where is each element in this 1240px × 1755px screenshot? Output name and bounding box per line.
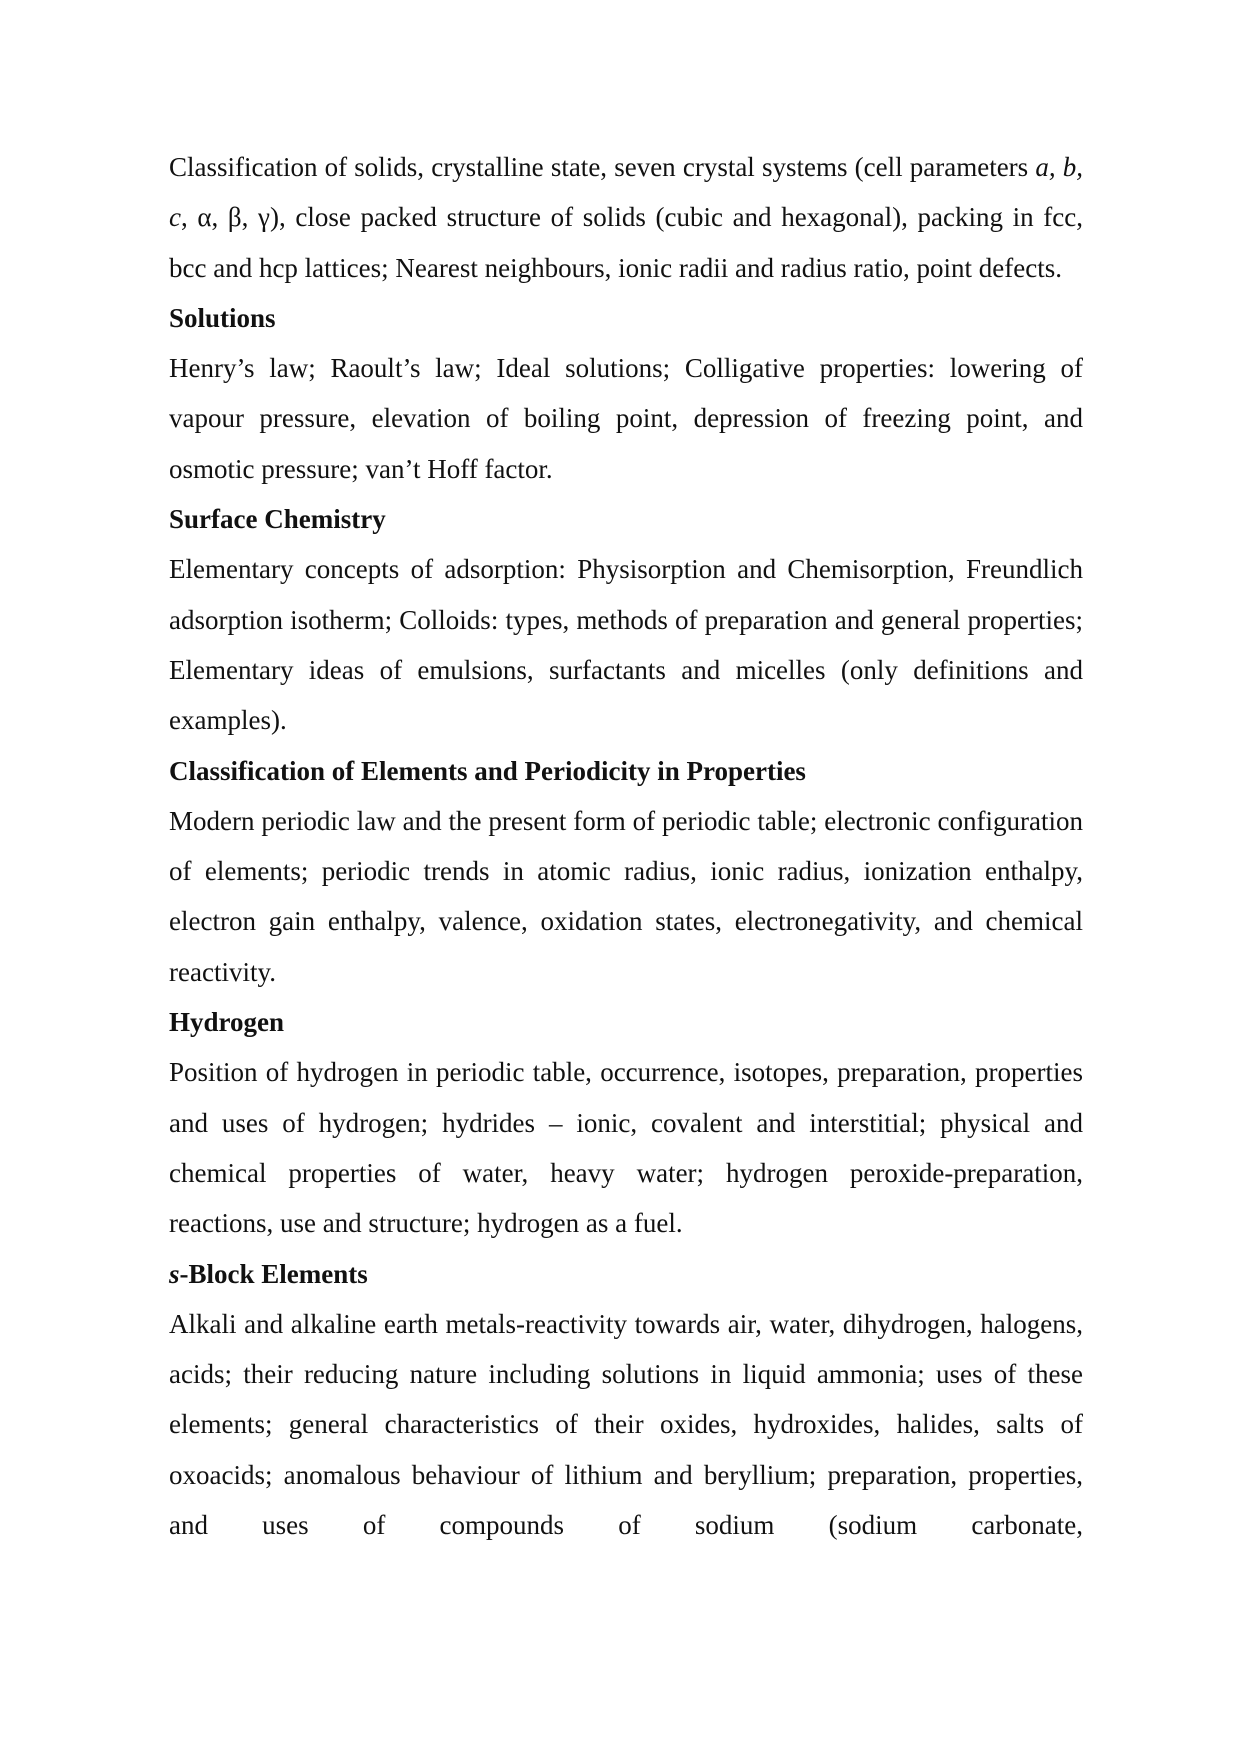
s-block-paragraph: Alkali and alkaline earth metals-reactivity towards air, water, dihydrogen, halogens, acids; their reducing nature including solutions in liquid ammonia; uses of these elements; general characteristics of their oxides, hydroxides, halides, salts of oxoacids; anomalous behaviour of lithium and beryllium; preparation, properties, and uses of compounds of sodium (sodium carbonate, bbox=[169, 1308, 1083, 1541]
section-heading-surface-chemistry: Surface Chemistry bbox=[169, 504, 386, 535]
periodicity-paragraph: Modern periodic law and the present form of periodic table; electronic configuration of elements; periodic trends in atomic radius, ionic radius, ionization enthalpy, electron gain enthalpy, valence, oxidation states, electronegativity, and chemical reactivity. bbox=[169, 805, 1083, 987]
solid-state-text-post: , α, β, γ), close packed structure of solids (cubic and hexagonal), packing in fcc, bcc and hcp lattices; Nearest neighbours, ionic radii and radius ratio, point defects. bbox=[169, 202, 1083, 283]
s-block-heading-rest: -Block Elements bbox=[179, 1258, 368, 1289]
solid-state-text-pre: Classification of solids, crystalline state, seven crystal systems (cell parameters bbox=[169, 152, 1036, 182]
section-heading-s-block bbox=[169, 1249, 1083, 1299]
document-page bbox=[169, 142, 1083, 1550]
section-heading-hydrogen: Hydrogen bbox=[169, 1007, 285, 1038]
s-block-italic-letter: s bbox=[169, 1258, 180, 1289]
surface-chemistry-paragraph: Elementary concepts of adsorption: Physisorption and Chemisorption, Freundlich adsorption isotherm; Colloids: types, methods of preparation and general properties; Elementary ideas of emulsions, surfactants and micelles (only definitions and examples). bbox=[169, 554, 1083, 736]
section-heading-periodicity: Classification of Elements and Periodicity in Properties bbox=[169, 755, 806, 786]
section-heading-solutions: Solutions bbox=[169, 302, 276, 333]
solid-state-paragraph bbox=[169, 142, 1083, 293]
hydrogen-paragraph: Position of hydrogen in periodic table, occurrence, isotopes, preparation, properties and uses of hydrogen; hydrides – ionic, covalent and interstitial; physical and chemical properties of water, heavy water; hydrogen peroxide-preparation, reactions, use and structure; hydrogen as a fuel. bbox=[169, 1057, 1083, 1239]
cell-parameters-italic: a, b, c bbox=[169, 152, 1084, 233]
solutions-paragraph: Henry’s law; Raoult’s law; Ideal solutions; Colligative properties: lowering of vapour pressure, elevation of boiling point, depression of freezing point, and osmotic pressure; van’t Hoff factor. bbox=[169, 353, 1083, 484]
